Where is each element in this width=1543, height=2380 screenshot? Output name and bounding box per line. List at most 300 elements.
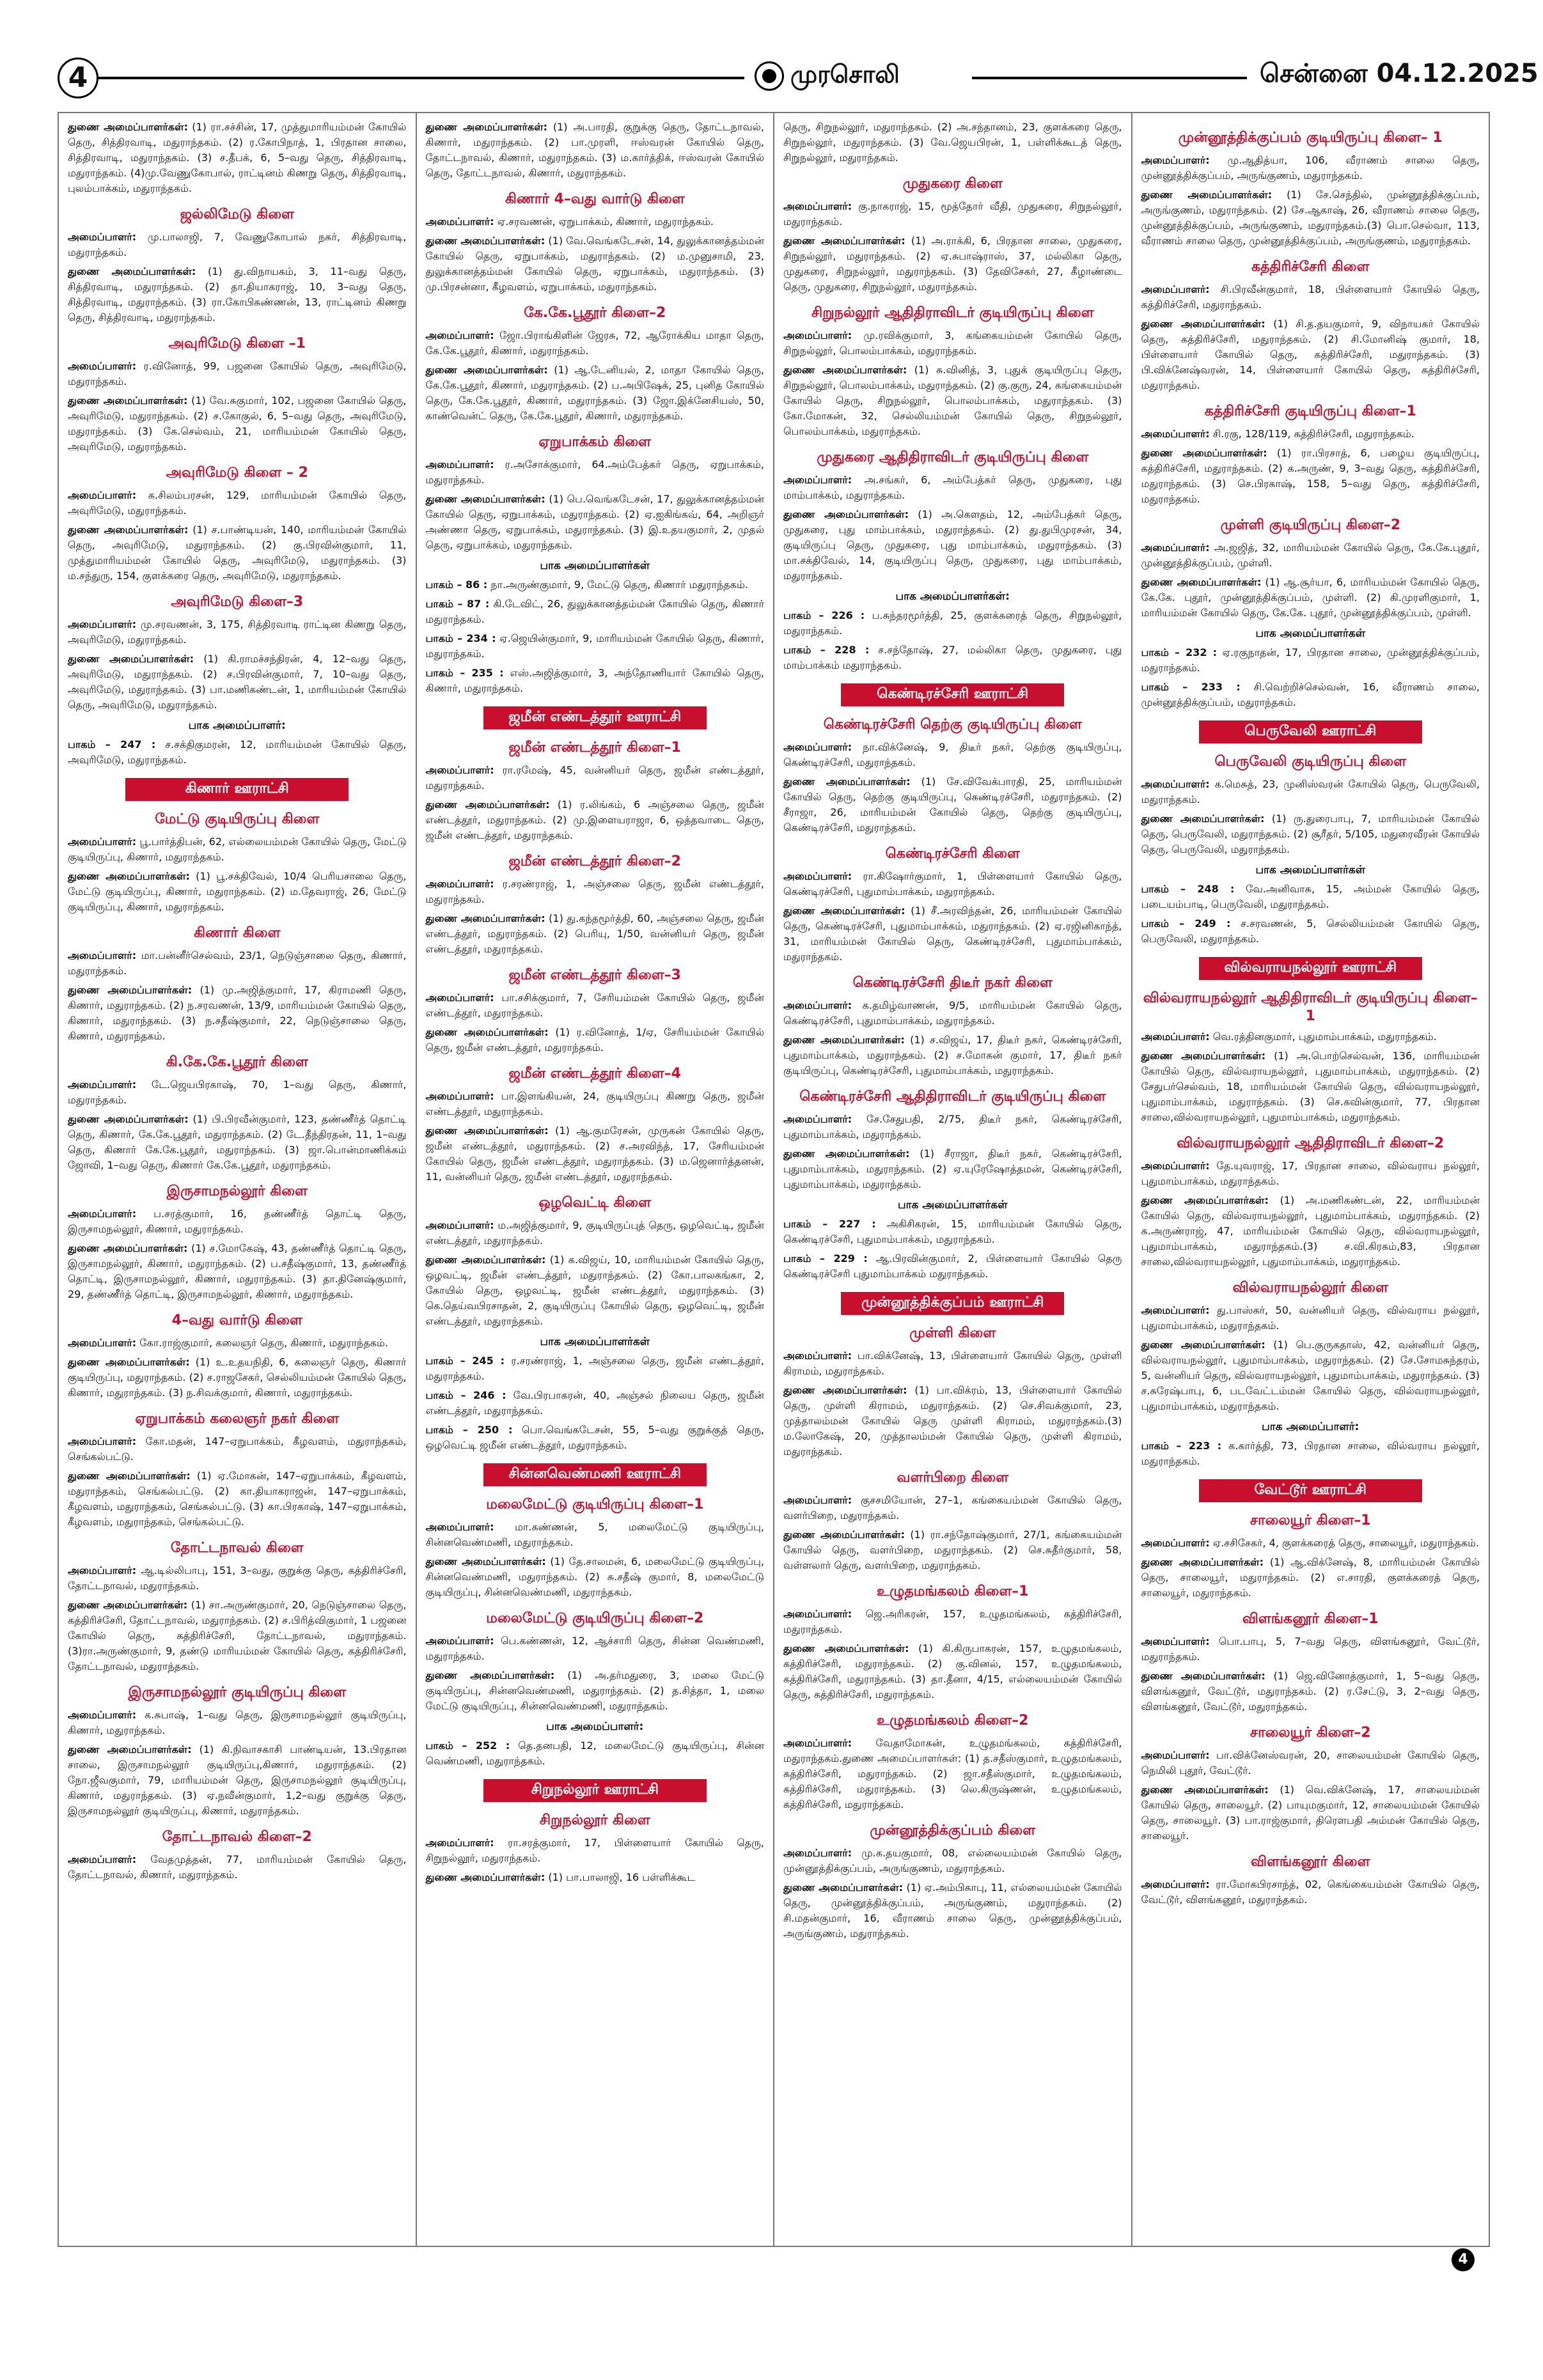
branch-heading: பெருவேலி குடியிருப்பு கிளை — [1214, 754, 1407, 770]
role-label: அமைப்பாளர்: — [783, 474, 852, 486]
panchayat-banner: சிறுநல்லூர் ஊராட்சி — [483, 1779, 707, 1802]
role-label: துணை அமைப்பாளர்கள்: — [1141, 1050, 1266, 1062]
organiser-paragraph: துணை அமைப்பாளர்கள்: (1) சே.விவேக்பாரதி, 25, மாரியம்மன் கோயில் தெரு, தெற்கு குடியிருப்பு, கெண்டிரச்சேரி, மதுராந்தகம். (2) சீராஜா, 26, மாரியம்மன் கோயில் தெரு, தெற்கு குடியிருப்பு, கெண்டிரச்சேரி, மதுராந்தகம். — [783, 775, 1122, 834]
organiser-paragraph: துணை அமைப்பாளர்கள்: (1) சி.த.தயகுமார், 9, விநாயகர் கோயில் தெரு, கத்திரிச்சேரி, மதுராந்தகம். (2) சி.மோனிஷ் குமார், 18, பிள்ளையார் கோயில் தெரு, கத்திரிச்சேரி, மதுராந்தகம். (3) பி.விக்னேஷ்வரன், 14, பிள்ளையார் கோயில் தெரு, கத்திரிச்சேரி, மதுராந்தகம். — [1141, 318, 1480, 391]
organiser-paragraph: பாகம் – 228 : ச.சந்தோஷ், 27, மல்லிகா தெரு, முதுகரை, புது மாம்பாக்கம் மதுராந்தகம். — [783, 644, 1122, 671]
branch-heading: மலைமேட்டு குடியிருப்பு கிளை–2 — [486, 1610, 704, 1626]
branch-heading: விளங்கனூர் கிளை–1 — [1242, 1611, 1379, 1627]
branch-heading: சிறுநல்லூர் கிளை — [539, 1812, 650, 1828]
organiser-paragraph: பாகம் – 229 : ஆ.பிரவின்குமார், 2, பிள்ளையார் கோயில் தெரு கெண்டிரச்சேரி புதுமாம்பாக்கம் மதுராந்தகம். — [783, 1252, 1122, 1280]
branch-heading: அவுரிமேடு கிளை –1 — [168, 336, 306, 352]
role-label: அமைப்பாளர்: — [425, 458, 494, 471]
organiser-paragraph: துணை அமைப்பாளர்கள்: (1) ர.வினோத், 1/ஏ, சேரியம்மன் கோயில் தெரு, ஜமீன் எண்டத்தூர், மதுராந்தகம். — [425, 1026, 765, 1054]
ward-organisers-subheading: பாக அமைப்பாளர்கள் — [1255, 627, 1366, 640]
branch-heading: ஜமீன் எண்டத்தூர் கிளை–2 — [508, 853, 681, 869]
role-label: அமைப்பாளர்: — [425, 215, 494, 228]
organiser-paragraph: அமைப்பாளர்: சி.ரகு, 128/119, கத்திரிச்சேரி, மதுராந்தகம். — [1141, 428, 1414, 440]
role-label: அமைப்பாளர்: — [68, 1853, 137, 1865]
role-label: அமைப்பாளர்: — [1141, 1749, 1210, 1761]
role-label: அமைப்பாளர்: — [1141, 428, 1210, 440]
role-label: துணை அமைப்பாளர்கள்: — [1141, 1194, 1269, 1206]
role-label: துணை அமைப்பாளர்கள்: — [68, 1113, 189, 1125]
role-label: துணை அமைப்பாளர்கள்: — [68, 1470, 191, 1482]
newspaper-brand — [755, 60, 900, 92]
role-label: அமைப்பாளர்: — [783, 870, 852, 882]
organiser-paragraph: அமைப்பாளர்: ரா.கிஷோர்குமார், 1, பிள்ளையார் கோயில் தெரு, கெண்டிரச்சேரி, புதுமாம்பாக்கம், மதுராந்தகம். — [783, 870, 1122, 898]
organiser-paragraph: துணை அமைப்பாளர்கள்: (1) வெ.விக்னேஷ், 17, சாலையம்மன் கோயில் தெரு, சாலையூர். (2) பாயுமகுமார், 12, சாலையம்மன் கோயில் தெரு, சாலையூர். (3) பா.ராஜ்குமார், திரௌபதி அம்மன் கோயில் தெரு, சாலையூர். — [1141, 1784, 1480, 1842]
branch-heading: கெண்டிரச்சேரி தெற்கு குடியிருப்பு கிளை — [823, 717, 1082, 733]
role-label: துணை அமைப்பாளர்கள்: — [68, 524, 189, 536]
branch-heading: முதுகரை கிளை — [902, 176, 1003, 192]
role-label: அமைப்பாளர்: — [68, 360, 137, 372]
organiser-paragraph: துணை அமைப்பாளர்கள்: (1) தே.சாலமன், 6, மலைமேட்டு குடியிருப்பு, சின்னவெண்மணி, மதுராந்தகம். (2) சு.சதீஷ் குமார், 8, மலைமேட்டு குடியிருப்பு, சின்னவெண்மணி, மதுராந்தகம். — [425, 1555, 764, 1598]
organiser-paragraph: துணை அமைப்பாளர்கள்: (1) ச.பாண்டியன், 140, மாரியம்மன் கோயில் தெரு, அவுரிமேடு, மதுராந்தகம். (2) கு.பிரவின்குமார், 11, முத்துமாரியம்மன் கோயில் தெரு, அவுரிமேடு, மதுராந்தகம். (3) ம.சந்துரு, 154, குளக்கரை தெரு, அவுரிமேடு, மதுராந்தகம். — [68, 524, 407, 582]
branch-heading: 4–வது வார்டு கிளை — [171, 1312, 302, 1328]
organiser-paragraph: அமைப்பாளர்: பா.சசிக்குமார், 7, சேரியம்மன் கோயில் தெரு, ஜமீன் எண்டத்தூர், மதுராந்தகம். — [425, 992, 764, 1019]
organiser-paragraph: துணை அமைப்பாளர்கள்: (1) ஆ.சூர்யா, 6, மாரியம்மன் கோயில் தெரு, கே.கே. புதூர், முன்னூத்திக்குப்பம், முள்ளி. (2) கி.முரளிகுமார், 1, மாரியம்மன் கோயில் தெரு, கே.கே. புதூர், முன்னூத்திக்குப்பம், முள்ளி. — [1141, 576, 1480, 619]
role-label: துணை அமைப்பாளர்கள்: — [425, 121, 548, 133]
role-label: துணை அமைப்பாளர்கள்: — [68, 1356, 190, 1368]
organiser-paragraph: துணை அமைப்பாளர்கள்: (1) து.விநாயகம், 3, 11–வது தெரு, சித்திரவாடி, மதுராந்தகம். (2) தா.தியாகராஜ், 10, 3–வது தெரு, சித்திரவாடி, மதுராந்தகம். (3) ரா.கோபிகண்ணன், 13, ராட்டினம் கிணறு தெரு, சித்திரவாடி, மதுராந்தகம். — [68, 265, 407, 323]
organiser-paragraph: துணை அமைப்பாளர்கள்: (1) அ.ராக்கி, 6, பிரதான சாலை, முதுகரை, சிறுநல்லூர், மதுராந்தகம். (2) ஏ.சுபாஷ்ராஸ், 37, மல்லிகா தெரு, முதுகரை, சிறுநல்லூர், மதுராந்தகம். (3) தேவிசேகர், 27, கீழாண்டை தெரு, முதுகரை, சிறுநல்லூர், மதுராந்தகம். — [783, 235, 1122, 293]
role-label: அமைப்பாளர்: — [68, 836, 137, 848]
branch-heading: ஒழவெட்டி கிளை — [538, 1195, 652, 1211]
role-label: துணை அமைப்பாளர்கள்: — [68, 1599, 188, 1611]
branch-heading: கத்திரிச்சேரி குடியிருப்பு கிளை–1 — [1204, 403, 1416, 419]
organiser-paragraph: பாகம் – 232 : ஏ.ரகுநாதன், 17, பிரதான சாலை, முன்னூத்திக்குப்பம், மதுராந்தகம். — [1141, 646, 1480, 674]
organiser-paragraph: பாகம் – 86 : நா.அருண்குமார், 9, மேட்டு தெரு, கிணார் மதுராந்தகம். — [425, 579, 748, 591]
role-label: துணை அமைப்பாளர்கள்: — [783, 235, 905, 247]
organiser-paragraph: துணை அமைப்பாளர்கள்: (1) ஏ.மோகன், 147–ஏறுபாக்கம், கீழவளம், மதுராந்தகம், செங்கல்பட்டு. (2) கா.தியாகராஜன், 147–ஏறுபாக்கம், கீழவளம், மதுராந்தகம், செங்கல்பட்டு. (3) கா.பிரகாஷ், 147–ஏறுபாக்கம், கீழவளம், மதுராந்தகம், செங்கல்பட்டு. — [68, 1470, 407, 1528]
role-label: அமைப்பாளர்: — [1141, 1878, 1210, 1890]
panchayat-banner: வில்வராயநல்லூர் ஊராட்சி — [1199, 957, 1422, 980]
role-label: அமைப்பாளர்: — [425, 764, 494, 776]
column-4 — [1132, 113, 1489, 2246]
role-label: பாகம் – 87 : — [425, 598, 490, 610]
role-label: துணை அமைப்பாளர்கள்: — [783, 1881, 904, 1894]
role-label: துணை அமைப்பாளர்கள்: — [425, 493, 545, 505]
organiser-paragraph: பாகம் – 234 : ஏ.ஜெயின்குமார், 9, மாரியம்மன் கோயில் தெரு, கிணார், மதுராந்தகம். — [425, 632, 764, 660]
branch-heading: கத்திரிச்சேரி கிளை — [1251, 259, 1370, 275]
role-label: அமைப்பாளர்: — [783, 200, 852, 212]
role-label: பாகம் – 248 : — [1141, 883, 1235, 895]
role-label: பாகம் – 235 : — [425, 667, 504, 679]
organiser-paragraph: அமைப்பாளர்: பா.விக்னேஸ்வரன், 20, சாலையம்மன் கோயில் தெரு, நெமிலி புதூர், வேட்டூர். — [1141, 1749, 1480, 1777]
role-label: துணை அமைப்பாளர்கள்: — [425, 798, 550, 811]
organiser-paragraph: துணை அமைப்பாளர்கள்: (1) கி.கிருபாகரன், 157, உழுதமங்கலம், கத்திரிச்சேரி, மதுராந்தகம். (2) கு.வினல், 157, உழுதமங்கலம், கத்திரிச்சேரி, மதுராந்தகம். (3) தா.தீனா, 4/15, எல்லையம்மன் கோயில் தெரு, கத்திரிச்சேரி, மதுராந்தகம். — [783, 1642, 1122, 1700]
branch-heading: வில்வராயநல்லூர் ஆதிதிராவிடர் குடியிருப்பு கிளை– 1 — [1143, 990, 1478, 1024]
organiser-paragraph: துணை அமைப்பாளர்கள்: (1) ச.மோகேஷ், 43, தண்ணீர்த் தொட்டி தெரு, இருசாமநல்லூர், கிணார், மதுராந்தகம். (2) ப.சதீஷ்குமார், 13, தண்ணீர்த் தொட்டி, இருசாமநல்லூர், கிணார், மதுராந்தகம். (3) தா.தினேஷ்குமார், 29, தண்ணீர்த் தொட்டி, இருசாமநல்லூர், கிணார், மதுராந்தகம். — [68, 1242, 407, 1300]
role-label: துணை அமைப்பாளர்கள்: — [68, 1242, 188, 1254]
panchayat-banner: பெருவேலி ஊராட்சி — [1199, 720, 1422, 743]
header-rule-right — [972, 77, 1247, 79]
organiser-paragraph: துணை அமைப்பாளர்கள்: (1) ஏ.அம்பிகாபு, 11, எல்லையம்மன் கோயில் தெரு, முன்னூத்திக்குப்பம், அருங்குணம், மதுராந்தகம். (2) சி.மதன்குமார், 16, வீராணம் சாலை தெரு, முன்னூத்திக்குப்பம், அருங்குணம், மதுராந்தகம். — [783, 1881, 1122, 1940]
role-label: துணை அமைப்பாளர்கள்: — [1141, 1339, 1265, 1351]
newspaper-name: முரசொலி — [790, 60, 900, 88]
role-label: அமைப்பாளர்: — [425, 1521, 494, 1533]
branch-heading: கெண்டிரச்சேரி ஆதிதிராவிடர் குடியிருப்பு கிளை — [799, 1089, 1106, 1105]
role-label: அமைப்பாளர்: — [1141, 1635, 1210, 1647]
role-label: அமைப்பாளர்: — [68, 1208, 137, 1220]
organiser-paragraph: துணை அமைப்பாளர்கள்: (1) து.கந்தமூர்த்தி, 60, அஞ்சலை தெரு, ஜமீன் எண்டத்தூர், மதுராந்தகம். (2) பெரியு, 1/50, வன்னியர் தெரு, ஜமீன் எண்டத்தூர், மதுராந்தகம். — [425, 912, 764, 955]
organiser-paragraph: துணை அமைப்பாளர்கள்: (1) அ.மணிகண்டன், 22, மாரியம்மன் கோயில் தெரு, வில்வராயநல்லூர், புதுமாம்பாக்கம், மதுராந்தகம். (2) க.அருண்ராஜ், 47, மாரியம்மன் கோயில் தெரு, வில்வராயநல்லூர், புதுமாம்பாக்கம், மதுராந்தகம்.(3) ச.வி.கிரகம்,83, பிரதான சாலை,வில்வராயநல்லூர், புதுமாம்பாக்கம், மதுராந்தகம். — [1141, 1194, 1480, 1268]
role-label: அமைப்பாளர்: — [68, 1078, 137, 1091]
role-label: துணை அமைப்பாளர்கள்: — [783, 905, 905, 917]
organiser-paragraph: அமைப்பாளர்: பெ.கண்ணன், 12, ஆச்சாரி தெரு, சின்ன வெண்மணி, மதுராந்தகம். — [425, 1635, 764, 1662]
organiser-paragraph: அமைப்பாளர்: து.பாஸ்கர், 50, வன்னியர் தெரு, வில்வராய நல்லூர், புதுமாம்பாக்கம், மதுராந்தகம். — [1141, 1304, 1480, 1332]
organiser-paragraph: அமைப்பாளர்: பூ.பார்த்திபன், 62, எல்லையம்மன் கோயில் தெரு, மேட்டு குடியிருப்பு, கிணார், மதுராந்தகம். — [68, 836, 407, 863]
organiser-paragraph: துணை அமைப்பாளர்கள்: (1) ரு.துரைபாபு, 7, மாரியம்மன் கோயில் தெரு, பெருவேலி, மதுராந்தகம். (2) சூரீதர், 5/105, மதுரைவீரன் கோயில் தெரு, பெருவேலி, மதுராந்தகம். — [1141, 813, 1480, 855]
branch-heading: ஜமீன் எண்டத்தூர் கிளை–3 — [508, 967, 681, 983]
organiser-paragraph: அமைப்பாளர்: சி.பிரவீன்குமார், 18, பிள்ளையார் கோயில் தெரு, கத்திரிச்சேரி, மதுராந்தகம். — [1141, 283, 1480, 311]
branch-heading: உழுதமங்கலம் கிளை–1 — [877, 1583, 1029, 1599]
ward-organisers-subheading: பாக அமைப்பாளர்: — [546, 1720, 644, 1733]
organiser-paragraph: அமைப்பாளர்: ர.அசோக்குமார், 64.அம்பேத்கர் தெரு, ஏறுபாக்கம், மதுராந்தகம். — [425, 458, 764, 486]
role-label: துணை அமைப்பாளர்கள்: — [68, 984, 192, 996]
role-label: துணை அமைப்பாளர்கள்: — [425, 1555, 546, 1567]
column-2 — [417, 113, 775, 2246]
masthead — [58, 56, 1539, 101]
role-label: பாகம் – 247 : — [68, 738, 156, 751]
organiser-paragraph: அமைப்பாளர்: மு.க.தயகுமார், 08, எல்லையம்மன் கோயில் தெரு, முன்னூத்திக்குப்பம், அருங்குணம், மதுராந்தகம். — [783, 1847, 1122, 1874]
organiser-paragraph: அமைப்பாளர்: அ.சங்கர், 6, அம்பேத்கர் தெரு, முதுகரை, புது மாம்பாக்கம், மதுராந்தகம். — [783, 474, 1122, 501]
ward-organisers-subheading: பாக அமைப்பாளர்கள் — [1255, 864, 1366, 876]
article-columns — [58, 112, 1490, 2247]
role-label: துணை அமைப்பாளர்கள்: — [425, 1871, 545, 1883]
role-label: அமைப்பாளர்: — [425, 1090, 494, 1102]
ward-organisers-subheading: பாக அமைப்பாளர்கள் — [540, 1335, 650, 1348]
role-label: துணை அமைப்பாளர்கள்: — [425, 1026, 549, 1038]
branch-heading: விளங்கனூர் கிளை — [1251, 1854, 1370, 1870]
organiser-paragraph: துணை அமைப்பாளர்கள்: (1) பூ.சக்திவேல், 10/4 பெரியசாலை தெரு, மேட்டு குடியிருப்பு, கிணார், மதுராந்தகம். (2) ம.தேவராஜ், 26, மேட்டு குடியிருப்பு, கிணார், மதுராந்தகம். — [68, 870, 407, 913]
role-label: அமைப்பாளர்: — [68, 489, 137, 501]
role-label: அமைப்பாளர்: — [1141, 154, 1210, 166]
organiser-paragraph: துணை அமைப்பாளர்கள்: (1) ஆ.விக்னேஷ், 8, மாரியம்மன் கோயில் தெரு, சாலையூர், மதுராந்தகம். (2) எ.சாரதி, குளக்கரைத் தெரு, சாலையூர், மதுராந்தகம். — [1141, 1556, 1480, 1599]
organiser-paragraph: துணை அமைப்பாளர்கள்: (1) வே.வெங்கடேசன், 14, துலுக்கானத்தம்மன் கோயில் தெரு, ஏறுபாக்கம், மதுராந்தகம். (2) ம.முனுசாமி, 23, துலுக்கானத்தம்மன் கோயில் தெரு, ஏறுபாக்கம், மதுராந்தகம். (3) மு.பிரசன்னா, கீழவளம், ஏறுபாக்கம், மதுராந்தகம். — [425, 235, 765, 293]
organiser-paragraph: துணை அமைப்பாளர்கள்: (1) ர.லிங்கம், 6 அஞ்சலை தெரு, ஜமீன் எண்டத்தூர், மதுராந்தகம். (2) மு.இளையராஜா, 6, ஒத்தவாடை தெரு, ஜமீன் எண்டத்தூர், மதுராந்தகம். — [425, 798, 765, 841]
branch-heading: வளர்பிறை கிளை — [897, 1470, 1009, 1486]
role-label: துணை அமைப்பாளர்கள்: — [425, 1669, 555, 1681]
role-label: அமைப்பாளர்: — [783, 1113, 852, 1125]
branch-heading: ஏறுபாக்கம் கிளை — [538, 434, 652, 450]
organiser-paragraph: அமைப்பாளர்: பா.விக்னேஷ், 13, பிள்ளையார் கோயில் தெரு, முள்ளி கிராமம், மதுராந்தகம். — [783, 1349, 1122, 1377]
organiser-paragraph: அமைப்பாளர்: பா.இளங்கியன், 24, குடியிருப்பு கிணறு தெரு, ஜமீன் எண்டத்தூர், மதுராந்தகம். — [425, 1090, 764, 1117]
panchayat-banner: கிணார் ஊராட்சி — [125, 778, 349, 801]
branch-heading: சிறுநல்லூர் ஆதிதிராவிடர் குடியிருப்பு கிளை — [811, 305, 1094, 321]
role-label: பாகம் – 249 : — [1141, 917, 1231, 929]
branch-heading: ஜமீன் எண்டத்தூர் கிளை–4 — [508, 1066, 681, 1082]
ward-organisers-subheading: பாக அமைப்பாளர்: — [188, 719, 286, 732]
role-label: அமைப்பாளர்: — [1141, 778, 1210, 790]
organiser-paragraph: துணை அமைப்பாளர்கள்: (1) உ.உதயநிதி, 6, கலைஞர் தெரு, கிணார் குடியிருப்பு, மதுராந்தகம். (2) ச.ராஜசேகர், செல்லியம்மன் கோயில் தெரு, கிணார், மதுராந்தகம். (3) ந.சிவக்குமார், கிணார், மதுராந்தகம். — [68, 1356, 407, 1399]
role-label: அமைப்பாளர்: — [783, 1494, 852, 1506]
branch-heading: கெண்டிரச்சேரி கிளை — [885, 846, 1020, 862]
organiser-paragraph: அமைப்பாளர்: ர.வினோத், 99, பஜனை கோயில் தெரு, அவுரிமேடு, மதுராந்தகம். — [68, 360, 407, 387]
organiser-paragraph: அமைப்பாளர்: க.மெசுத், 23, முனிஸ்வரன் கோயில் தெரு, பெருவேலி, மதுராந்தகம். — [1141, 778, 1480, 805]
organiser-paragraph: பாகம் – 252 : தெ.தனபதி, 12, மலைமேட்டு குடியிருப்பு, சின்ன வெண்மணி, மதுராந்தகம். — [425, 1739, 764, 1767]
organiser-paragraph: அமைப்பாளர்: ஏ.சசிசேகர், 4, குளக்கரைத் தெரு, சாலையூர், மதுராந்தகம். — [1141, 1537, 1480, 1549]
organiser-paragraph: பாகம் – 233 : சி.வெற்றிச்செல்வன், 16, வீராணம் சாலை, முன்னூத்திக்குப்பம், மதுராந்தகம். — [1141, 681, 1480, 708]
panchayat-banner: கெண்டிரச்சேரி ஊராட்சி — [841, 683, 1064, 706]
role-label: அமைப்பாளர்: — [425, 992, 494, 1004]
role-label: துணை அமைப்பாளர்கள்: — [68, 870, 190, 882]
organiser-paragraph: அமைப்பாளர்: ரா.மோகபிரசாந்த், 02, கெங்கையம்மன் கோயில் தெரு, வேட்டூர், விளங்கனூர், மதுராந்தகம். — [1141, 1878, 1480, 1906]
role-label: துணை அமைப்பாளர்கள்: — [1141, 1784, 1269, 1796]
organiser-paragraph: துணை அமைப்பாளர்கள்: (1) சு.வினித், 3, புதுக் குடியிருப்பு தெரு, சிறுநல்லூர், பொலம்பாக்கம், மதுராந்தகம். (2) கு.குரு, 24, கங்கையம்மன் கோயில் தெரு, சிறுநல்லூர், பொலம்பாக்கம், மதுராந்தகம். (3) கோ.மோகன், 32, செல்லியம்மன் கோயில் தெரு, சிறுநல்லூர், பொலம்பாக்கம், மதுராந்தகம். — [783, 364, 1122, 437]
branch-heading: ஏறுபாக்கம் கலைஞர் நகர் கிளை — [135, 1411, 340, 1427]
role-label: பாகம் – 229 : — [783, 1252, 868, 1264]
role-label: அமைப்பாளர்: — [783, 329, 852, 341]
branch-heading: இருசாமநல்லூர் குடியிருப்பு கிளை — [128, 1684, 347, 1700]
organiser-paragraph: துணை அமைப்பாளர்கள்: (1) சீராஜா, திடீர் நகர், கெண்டிரச்சேரி, புதுமாம்பாக்கம், மதுராந்தகம். (2) ஏ.யுரேஷோத்தமன், கெண்டிரச்சேரி, புதுமாம்பாக்கம், மதுராந்தகம். — [783, 1147, 1122, 1190]
organiser-paragraph: துணை அமைப்பாளர்கள்: (1) சா.அருண்குமார், 20, நெடுஞ்சாலை தெரு, கத்திரிச்சேரி, தோட்டநாவல், மதுராந்தகம். (2) ச.பிரித்விகுமார், 1 பஜனை கோயில் தெரு, கத்திரிச்சேரி, தோட்டநாவல், மதுராந்தகம். (3)ரா.அருண்குமார், 9, தண்டு மாரியம்மன் கோயில் தெரு, கத்திரிச்சேரி, தோட்டநாவல், மதுராந்தகம். — [68, 1599, 407, 1672]
branch-heading: மேட்டு குடியிருப்பு கிளை — [155, 811, 320, 827]
role-label: துணை அமைப்பாளர்கள்: — [68, 121, 188, 133]
organiser-paragraph: அமைப்பாளர்: அ.ஜஜித், 32, மாரியம்மன் கோயில் தெரு, கே.கே.புதூர், முன்னூத்திக்குப்பம், முள்ளி. — [1141, 541, 1480, 569]
role-label: அமைப்பாளர்: — [68, 1435, 137, 1447]
branch-heading: வில்வராயநல்லூர் ஆதிதிராவிடர் கிளை–2 — [1177, 1135, 1445, 1151]
organiser-paragraph: துணை அமைப்பாளர்கள்: (1) ரா.பிரசாத், 6, பழைய குடியிருப்பு, கத்திரிச்சேரி, மதுராந்தகம். (2) க.அருண், 9, 3–வது தெரு, கத்திரிச்சேரி, மதுராந்தகம். (3) செ.பிரகாஷ், 158, 5–வது தெரு, கத்திரிச்சேரி, மதுராந்தகம். — [1141, 447, 1480, 505]
organiser-paragraph: துணை அமைப்பாளர்கள்: (1) அ.தர்மதுரை, 3, மலை மேட்டு குடியிருப்பு, சின்னவெண்மணி, மதுராந்தகம். (2) த.சித்தா, 1, மலை மேட்டு குடியிருப்பு, சின்னவெண்மணி, மதுராந்தகம். — [425, 1669, 765, 1712]
role-label: துணை அமைப்பாளர்கள்: — [783, 508, 909, 520]
organiser-paragraph: அமைப்பாளர்: கோ.ராஜ்குமார், கலைஞர் தெரு, கிணார், மதுராந்தகம். — [68, 1337, 388, 1349]
organiser-paragraph: துணை அமைப்பாளர்கள்: (1) பி.பிரவீன்குமார், 123, தண்ணீர்த் தொட்டி தெரு, கிணார், கே.கே.பூதூர், மதுராந்தகம். (2) டே.தீந்திரதன், 11, 1–வது தெரு, கிணார் கே.கே.பூதூர், மதுராந்தகம். (3) ஜா.பொன்மாணிக்கம் ஜோவி, 1–வது தெரு, கிணார் கே.கே.பூதூர், மதுராந்தகம். — [68, 1113, 407, 1171]
organiser-paragraph: துணை அமைப்பாளர்கள்: (1) வே.சுகுமார், 102, பஜனை கோயில் தெரு, அவுரிமேடு, மதுராந்தகம். (2) ச.கோகுல், 6, 5–வது தெரு, அவுரிமேடு, மதுராந்தகம். (3) கே.செல்வம், 21, மாரியம்மன் கோயில் தெரு, அவுரிமேடு, மதுராந்தகம். — [68, 394, 407, 453]
branch-heading: முள்ளி குடியிருப்பு கிளை–2 — [1220, 517, 1401, 533]
role-label: பாகம் – 227 : — [783, 1218, 876, 1230]
organiser-paragraph: துணை அமைப்பாளர்கள்: (1) கி.நிவாசகாசி பாண்டியன், 13.பிரதான சாலை, இருசாமநல்லூர் குடியிருப்பு,கிணார், மதுராந்தகம். (2) நோ.ஜீவகுமார், 79, மாரியம்மன் தெரு, இருசாமநல்லூர் குடியிருப்பு, கிணார், மதுராந்தகம். (3) ஏ.நவீன்குமார், 1,2–வது குறுக்கு தெரு, இருசாமநல்லூர் குடியிருப்பு, கிணார், மதுராந்தகம். — [68, 1743, 407, 1817]
newspaper-logo-icon — [755, 61, 784, 91]
organiser-paragraph: அமைப்பாளர்: க.சுபாஷ், 1–வது தெரு, இருசாமநல்லூர் குடியிருப்பு, கிணார், மதுராந்தகம். — [68, 1709, 407, 1736]
organiser-paragraph: அமைப்பாளர்: கு.நாகராஜ், 15, மூத்தோர் வீதி, முதுகரை, சிறுநல்லூர், மதுராந்தகம். — [783, 200, 1122, 228]
organiser-paragraph: துணை அமைப்பாளர்கள்: (1) ஜெ.வினோத்குமார், 1, 5–வது தெரு, விளங்கனூர், வேட்டூர், மதுராந்தகம். (2) ர.சேட்டு, 3, 2–வது தெரு, விளங்கனூர், வேட்டூர், மதுராந்தகம். — [1141, 1670, 1480, 1713]
role-label: அமைப்பாளர்: — [1141, 283, 1210, 295]
ward-organisers-subheading: பாக அமைப்பாளர்: — [1262, 1420, 1359, 1433]
role-label: அமைப்பாளர்: — [68, 618, 137, 630]
panchayat-banner: முன்னூத்திக்குப்பம் ஊராட்சி — [841, 1292, 1064, 1315]
page-number-badge: 4 — [58, 58, 98, 98]
organiser-paragraph: துணை அமைப்பாளர்கள்: (1) ரா.சந்தோஷ்குமார், 27/1, கங்கையம்மன் கோயில் தெரு, வளர்பிறை, மதுராந்தகம். (2) செ.சுதீர்குமார், 58, வள்ளலார் தெரு, வளர்பிறை, மதுராந்தகம். — [783, 1528, 1122, 1571]
role-label: அமைப்பாளர்: — [783, 741, 852, 753]
organiser-paragraph: அமைப்பாளர்: குசசமியோன், 27–1, கங்கையம்மன் கோயில் தெரு, வளர்பிறை, மதுராந்தகம். — [783, 1494, 1122, 1521]
role-label: அமைப்பாளர்: — [1141, 541, 1210, 554]
organiser-paragraph: துணை அமைப்பாளர்கள்: (1) பெ.வெங்கடேசன், 17, துலுக்கானத்தம்மன் கோயில் தெரு, ஏறுபாக்கம், மதுராந்தகம். (2) ஏ.ஐகிங்கவ், 64, அறிஞர் அண்ணா தெரு, ஏறுபாக்கம், மதுராந்தகம். (3) இ.உதயகுமார், 2, முதல் தெரு, ஏறுபாக்கம், மதுராந்தகம். — [425, 493, 765, 551]
organiser-paragraph: அமைப்பாளர்: ர.சரண்ராஜ், 1, அஞ்சலை தெரு, ஜமீன் எண்டத்தூர், மதுராந்தகம். — [425, 878, 764, 905]
organiser-paragraph: அமைப்பாளர்: ரா.சரத்குமார், 17, பிள்ளையார் கோயில் தெரு, சிறுநல்லூர், மதுராந்தகம். — [425, 1837, 764, 1864]
role-label: பாகம் – 232 : — [1141, 646, 1217, 658]
role-label: துணை அமைப்பாளர்கள்: — [783, 1384, 907, 1396]
role-label: அமைப்பாளர்: — [68, 1337, 137, 1349]
organiser-paragraph: துணை அமைப்பாளர்கள்: (1) பெ.குருகதாஸ், 42, வன்னியர் தெரு, வில்வராயநல்லூர், புதுமாம்பாக்கம், மதுராந்தகம். (2) சே.சோமசுந்தரம், 5, வன்னியர் தெரு, வில்வராயநல்லூர், புதுமாம்பாக்கம், மதுராந்தகம். (3) ச.சுரேஷ்பாபு, 6, படவேட்டம்மன் கோயில் தெரு, வில்வராயநல்லூர், புதுமாம்பாக்கம், மதுராந்தகம். — [1141, 1339, 1480, 1412]
role-label: பாகம் – 86 : — [425, 579, 488, 591]
organiser-paragraph: அமைப்பாளர்: மு.ரவிக்குமார், 3, கங்கையம்மன் கோயில் தெரு, சிறுநல்லூர், பொலம்பாக்கம், மதுராந்தகம். — [783, 329, 1122, 357]
role-label: பாகம் – 226 : — [783, 609, 865, 621]
role-label: அமைப்பாளர்: — [783, 1608, 852, 1620]
role-label: துணை அமைப்பாளர்கள்: — [425, 235, 545, 247]
role-label: பாகம் – 252 : — [425, 1739, 510, 1752]
organiser-paragraph: பாகம் – 227 : அகிசிகரன், 15, மாரியம்மன் கோயில் தெரு, கெண்டிரச்சேரி, புதுமாம்பாக்கம், மதுராந்தகம். — [783, 1218, 1122, 1245]
branch-heading: முன்னூத்திக்குப்பம் குடியிருப்பு கிளை– 1 — [1178, 130, 1443, 146]
role-label: அமைப்பாளர்: — [425, 1837, 494, 1849]
organiser-paragraph: பாகம் – 249 : ச.சரவணன், 5, செல்லியம்மன் கோயில் தெரு, பெருவேலி, மதுராந்தகம். — [1141, 917, 1480, 945]
role-label: துணை அமைப்பாளர்கள்: — [783, 1147, 910, 1160]
branch-heading: ஜல்லிமேடு கிளை — [180, 206, 294, 222]
column-3 — [774, 113, 1132, 2246]
organiser-paragraph: துணை அமைப்பாளர்கள்: (1) ச.விஜய், 17, திடீர் நகர், கெண்டிரச்சேரி, புதுமாம்பாக்கம், மதுராந்தகம். (2) ச.மோகன் குமார், 17, திடீர் நகர் குடியிருப்பு, கெண்டிரச்சேரி, புதுமாம்பாக்கம், மதுராந்தகம். — [783, 1034, 1122, 1077]
dateline: சென்னை 04.12.2025 — [1260, 59, 1539, 88]
organiser-paragraph: துணை அமைப்பாளர்கள்: (1) ரா.சச்சின், 17, முத்துமாரியம்மன் கோயில் தெரு, சித்திரவாடி, மதுராந்தகம். (2) ர.கோபிநாத், 1, பிரதான சாலை, சித்திரவாடி, மதுராந்தகம். (3) ச.தீபக், 6, 5–வது தெரு, சித்திரவாடி, மதுராந்தகம். (4)மு.வேணுகோபால், ராட்டினம் கிணறு தெரு, சித்திரவாடி, புலம்பாக்கம், மதுராந்தகம். — [68, 121, 407, 194]
role-label: பாகம் – 245 : — [425, 1355, 505, 1367]
organiser-paragraph: அமைப்பாளர்: வேதாமோகன், உழுதமங்கலம், கத்திரிச்சேரி, மதுராந்தகம்.துணை அமைப்பாளர்கள்: (1) த.சதீஸ்குமார், உழுதமங்கலம், கத்திரிச்சேரி, மதுராந்தகம். (2) ஜா.சதீஸ்குமார், உழுதமங்கலம், கத்திரிச்சேரி, மதுராந்தகம். (3) லெ.கிருஷ்ணன், உழுதமங்கலம், கத்திரிச்சேரி, மதுராந்தகம். — [783, 1737, 1122, 1810]
role-label: அமைப்பாளர்: — [68, 949, 137, 961]
branch-heading: கிணார் கிளை — [194, 925, 281, 941]
organiser-paragraph: அமைப்பாளர்: வேதமுத்தன், 77, மாரியம்மன் கோயில் தெரு, தோட்டநாவல், கிணார், மதுராந்தகம். — [68, 1853, 407, 1881]
branch-heading: கிணார் 4–வது வார்டு கிளை — [505, 191, 685, 207]
role-label: பாகம் – 246 : — [425, 1389, 506, 1401]
role-label: துணை அமைப்பாளர்கள்: — [1141, 1670, 1265, 1682]
role-label: அமைப்பாளர்: — [68, 1709, 137, 1721]
branch-heading: கி.கே.கே.பூதூர் கிளை — [166, 1054, 308, 1070]
role-label: துணை அமைப்பாளர்கள்: — [1141, 318, 1265, 330]
role-label: துணை அமைப்பாளர்கள்: — [1141, 576, 1262, 588]
organiser-paragraph: அமைப்பாளர்: பொ.பாபு, 5, 7–வது தெரு, விளங்கனூர், வேட்டூர், மதுராந்தகம். — [1141, 1635, 1480, 1663]
branch-heading: கே.கே.பூதூர் கிளை–2 — [524, 305, 666, 321]
role-label: துணை அமைப்பாளர்கள்: — [783, 1528, 905, 1541]
organiser-paragraph: துணை அமைப்பாளர்கள்: (1) மு.அஜித்குமார், 17, கிராமணி தெரு, கிணார், மதுராந்தகம். (2) ந.சரவணன், 13/9, மாரியம்மன் கோயில் தெரு, கிணார், மதுராந்தகம். (3) ந.சதீஷ்குமார், 22, நெடுஞ்சாலை தெரு, கிணார், மதுராந்தகம். — [68, 984, 407, 1042]
role-label: துணை அமைப்பாளர்கள்: — [425, 1124, 549, 1137]
organiser-paragraph: தெரு, சிறுநல்லூர், மதுராந்தகம். (2) அ.சந்தானம், 23, குளக்கரை தெரு, சிறுநல்லூர், மதுராந்தகம். (3) வே.ஜெயபிரன், 1, பள்ளிக்கூடத் தெரு, சிறுநல்லூர், மதுராந்தகம். — [783, 121, 1122, 164]
role-label: அமைப்பாளர்: — [783, 1737, 852, 1749]
organiser-paragraph: அமைப்பாளர்: ஆ.டில்லிபாபு, 151, 3–வது, குறுக்கு தெரு, கத்திரிச்சேரி, தோட்டநாவல், மதுராந்தகம். — [68, 1564, 407, 1592]
role-label: பாகம் – 234 : — [425, 632, 496, 644]
organiser-paragraph: துணை அமைப்பாளர்கள்: (1) ஆ.குமரேசன், முருகன் கோயில் தெரு, ஜமீன் எண்டத்தூர், மதுராந்தகம். (2) ச.அரவிந்த், 17, சேரியம்மன் கோயில் தெரு, ஜமீன் எண்டத்தூர், மதுராந்தகம். (3) ம.ஜெனார்த்தனன், 11, வன்னியர் தெரு, ஜமீன் எண்டத்தூர், மதுராந்தகம். — [425, 1124, 764, 1183]
role-label: துணை அமைப்பாளர்கள்: — [425, 364, 548, 376]
branch-heading: மலைமேட்டு குடியிருப்பு கிளை–1 — [486, 1497, 704, 1513]
organiser-paragraph: அமைப்பாளர்: மு.ஆதித்யா, 106, வீராணம் சாலை தெரு, முன்னூத்திக்குப்பம், அருங்குணம், மதுராந்தகம். — [1141, 154, 1480, 182]
role-label: துணை அமைப்பாளர்கள்: — [783, 1642, 909, 1654]
organiser-paragraph: அமைப்பாளர்: நா.விக்னேஷ், 9, திடீர் நகர், தெற்கு குடியிருப்பு, கெண்டிரச்சேரி, மதுராந்தகம். — [783, 741, 1122, 768]
organiser-paragraph: அமைப்பாளர்: ஏ.சரவணன், ஏறுபாக்கம், கிணார், மதுராந்தகம். — [425, 215, 714, 228]
column-1 — [59, 113, 417, 2246]
branch-heading: சாலையூர் கிளை–1 — [1249, 1513, 1371, 1528]
organiser-paragraph: அமைப்பாளர்: கோ.மதன், 147–ஏறுபாக்கம், கீழவளம், மதுராந்தகம், செங்கல்பட்டு. — [68, 1435, 407, 1463]
organiser-paragraph: துணை அமைப்பாளர்கள்: (1) பா.பாலாஜி, 16 பள்ளிக்கூட — [425, 1871, 696, 1883]
role-label: அமைப்பாளர்: — [783, 1847, 852, 1859]
organiser-paragraph: அமைப்பாளர்: ஜெ.அரிகரன், 157, உழுதமங்கலம், கத்திரிச்சேரி, மதுராந்தகம். — [783, 1608, 1122, 1635]
organiser-paragraph: அமைப்பாளர்: மா.பன்னீர்செல்வம், 23/1, நெடுஞ்சாலை தெரு, கிணார், மதுராந்தகம். — [68, 949, 407, 977]
footer-page-number: 4 — [1452, 2248, 1475, 2271]
branch-heading: சாலையூர் கிளை–2 — [1249, 1725, 1371, 1741]
role-label: துணை அமைப்பாளர்கள்: — [68, 394, 188, 407]
organiser-paragraph: பாகம் – 246 : வே.பிரபாகரன், 40, அஞ்சல் நிலைய தெரு, ஜமீன் எண்டத்தூர், மதுராந்தகம். — [425, 1389, 765, 1417]
organiser-paragraph: அமைப்பாளர்: மா.கண்ணன், 5, மலைமேட்டு குடியிருப்பு, சின்னவெண்மணி, மதுராந்தகம். — [425, 1521, 764, 1548]
organiser-paragraph: பாகம் – 247 : ச.சக்திகுமரன், 12, மாரியம்மன் கோயில் தெரு, அவுரிமேடு, மதுராந்தகம். — [68, 738, 407, 766]
organiser-paragraph: துணை அமைப்பாளர்கள்: (1) க.விஜய், 10, மாரியம்மன் கோயில் தெரு, ஒழவட்டி, ஜமீன் எண்டத்தூர், மதுராந்தகம். (2) கோ.பாலகங்கா, 2, கோயில் தெரு, ஒழவட்டி, ஜமீன் எண்டத்தூர், மதுராந்தகம். (3) கெ.தெய்வபிரசாதன், 2, குடியிருப்பு கோயில் தெரு, ஒழவெட்டி, ஜமீன் எண்டத்தூர், மதுராந்தகம். — [425, 1254, 765, 1327]
branch-heading: முள்ளி கிளை — [909, 1325, 996, 1341]
role-label: துணை அமைப்பாளர்கள்: — [783, 775, 911, 788]
role-label: அமைப்பாளர்: — [425, 329, 494, 341]
role-label: துணை அமைப்பாளர்கள்: — [783, 364, 907, 376]
branch-heading: முன்னூத்திக்குப்பம் கிளை — [870, 1823, 1036, 1839]
role-label: துணை அமைப்பாளர்கள்: — [1141, 1556, 1264, 1568]
organiser-paragraph: பாகம் – 235 : எஸ்.அஜித்குமார், 3, அந்தோணியார் கோயில் தெரு, கிணார், மதுராந்தகம். — [425, 667, 764, 694]
organiser-paragraph: துணை அமைப்பாளர்கள்: (1) அ.பாரதி, குறுக்கு தெரு, தோட்டநாவல், கிணார், மதுராந்தகம். (2) பா.முரளி, ஈஸ்வரன் கோயில் தெரு, தோட்டநாவல், கிணார், மதுராந்தகம். (3) ம.கார்த்திக், ஈஸ்வரன் கோயில் தெரு, தோட்டநாவல், கிணார், மதுராந்தகம். — [425, 121, 765, 179]
role-label: துணை அமைப்பாளர்கள்: — [68, 653, 194, 665]
role-label: அமைப்பாளர்: — [425, 1635, 494, 1647]
role-label: துணை அமைப்பாளர்கள்: — [68, 265, 196, 277]
branch-heading: இருசாமநல்லூர் கிளை — [166, 1183, 308, 1199]
role-label: துணை அமைப்பாளர்கள்: — [1141, 189, 1273, 201]
role-label: அமைப்பாளர்: — [425, 878, 494, 890]
ward-organisers-subheading: பாக அமைப்பாளர்கள் — [540, 559, 650, 572]
organiser-paragraph: துணை அமைப்பாளர்கள்: (1) சே.செந்தில், முன்னூத்திக்குப்பம், அருங்குணம், மதுராந்தகம். (2) சே.ஆகாஷ், 26, வீராணம் சாலை தெரு, முன்னூத்திக்குப்பம், அருங்குணம், மதுராந்தகம்.(3) பொ.செல்வா, 113, வீராணம் சாலை தெரு, முன்னூத்திக்குப்பம், அருங்குணம், மதுராந்தகம். — [1141, 189, 1480, 247]
organiser-paragraph: அமைப்பாளர்: மு.சரவணன், 3, 175, சித்திரவாடி ராட்டின கிணறு தெரு, அவுரிமேடு, மதுராந்தகம். — [68, 618, 407, 646]
role-label: அமைப்பாளர்: — [1141, 1537, 1210, 1549]
panchayat-banner: ஜமீன் எண்டத்தூர் ஊராட்சி — [483, 706, 707, 729]
branch-heading: தோட்டநாவல் கிளை–2 — [162, 1829, 312, 1845]
role-label: துணை அமைப்பாளர்கள்: — [783, 1034, 905, 1046]
organiser-paragraph: துணை அமைப்பாளர்கள்: (1) சீ.அரவிந்தன், 26, மாரியம்மன் கோயில் தெரு, கெண்டிரச்சேரி, புதுமாம்பாக்கம், மதுராந்தகம். (2) ஏ.ரஜினிகாந்த், 31, மாரியம்மன் கோயில் தெரு, கெண்டிரச்சேரி, புதுமாம்பாக்கம், மதுராந்தகம். — [783, 905, 1122, 963]
branch-heading: கெண்டிரச்சேரி திடீர் நகர் கிளை — [852, 975, 1053, 991]
organiser-paragraph: பாகம் – 248 : வே.அனிவாசு, 15, அம்மன் கோயில் தெரு, படையம்பாடி, பெருவேலி, மதுராந்தகம். — [1141, 883, 1480, 910]
organiser-paragraph: அமைப்பாளர்: வெ.ரத்தினகுமார், புதுமாம்பாக்கம், மதுராந்தகம். — [1141, 1031, 1437, 1043]
organiser-paragraph: அமைப்பாளர்: சே.சேதுபதி, 2/75, திடீர் நகர், கெண்டிரச்சேரி, புதுமாம்பாக்கம், மதுராந்தகம். — [783, 1113, 1122, 1140]
branch-heading: அவுரிமேடு கிளை – 2 — [166, 465, 308, 481]
branch-heading: உழுதமங்கலம் கிளை–2 — [877, 1713, 1029, 1729]
organiser-paragraph: அமைப்பாளர்: ப.சரத்குமார், 16, தண்ணீர்த் தொட்டி தெரு, இருசாமநல்லூர், கிணார், மதுராந்தகம். — [68, 1208, 407, 1235]
organiser-paragraph: அமைப்பாளர்: ரா.ரமேஷ், 45, வன்னியர் தெரு, ஜமீன் எண்டத்தூர், மதுராந்தகம். — [425, 764, 764, 791]
organiser-paragraph: அமைப்பாளர்: மு.பாலாஜி, 7, வேணுகோபால் நகர், சித்திரவாடி, மதுராந்தகம். — [68, 231, 407, 258]
role-label: அமைப்பாளர்: — [1141, 1031, 1210, 1043]
organiser-paragraph: அமைப்பாளர்: க.தமிழ்வாணன், 9/5, மாரியம்மன் கோயில் தெரு, கெண்டிரச்சேரி, புதுமாம்பாக்கம், மதுராந்தகம். — [783, 999, 1122, 1027]
ward-organisers-subheading: பாக அமைப்பாளர்கள்: — [895, 590, 1010, 603]
role-label: துணை அமைப்பாளர்கள்: — [1141, 813, 1265, 825]
role-label: துணை அமைப்பாளர்கள்: — [425, 1254, 546, 1266]
branch-heading: ஜமீன் எண்டத்தூர் கிளை–1 — [508, 740, 681, 756]
role-label: துணை அமைப்பாளர்கள்: — [1141, 447, 1267, 459]
branch-heading: அவுரிமேடு கிளை–3 — [171, 594, 304, 610]
organiser-paragraph: துணை அமைப்பாளர்கள்: (1) பா.விக்ரம், 13, பிள்ளையார் கோயில் தெரு, முள்ளி கிராமம், மதுராந்தகம். (2) செ.சிவக்குமார், 23, முத்தாலம்மன் கோயில் தெரு முள்ளி கிராமம், மதுராந்தகம்.(3) ம.லோகேஷ், 20, முத்தாலம்மன் கோயில் தெரு, முள்ளி கிராமம், மதுராந்தகம். — [783, 1384, 1122, 1458]
ward-organisers-subheading: பாக அமைப்பாளர்கள் — [897, 1199, 1008, 1211]
role-label: அமைப்பாளர்: — [425, 1219, 494, 1231]
organiser-paragraph: பாகம் – 245 : ர.சரண்ராஜ், 1, அஞ்சலை தெரு, ஜமீன் எண்டத்தூர், மதுராந்தகம். — [425, 1355, 765, 1382]
role-label: துணை அமைப்பாளர்கள்: — [425, 912, 545, 924]
panchayat-banner: சின்னவெண்மணி ஊராட்சி — [483, 1463, 707, 1486]
organiser-paragraph: அமைப்பாளர்: ஜோ.பிராங்கிளின் ஜேரசு, 72, ஆரோக்கிய மாதா தெரு, கே.கே.பூதூர், கிணார், மதுராந்தகம். — [425, 329, 764, 357]
organiser-paragraph: பாகம் – 87 : கி.டேவிட், 26, துலுக்கானத்தம்மன் கோயில் தெரு, கிணார் மதுராந்தகம். — [425, 598, 765, 625]
organiser-paragraph: துணை அமைப்பாளர்கள்: (1) அ.பொற்செல்வன், 136, மாரியம்மன் கோயில் தெரு, வில்வராயநல்லூர், புதுமாம்பாக்கம், மதுராந்தகம். (2) சேதுபர்செல்வம், 18, மாரியம்மன் கோயில் தெரு, வில்வராயநல்லூர், புதுமாம்பாக்கம், மதுராந்தகம். (3) செ.கவின்குமார், 77, பிரதான சாலை,வில்வராயநல்லூர், புதுமாம்பாக்கம், மதுராந்தகம். — [1141, 1050, 1480, 1123]
role-label: பாகம் – 223 : — [1141, 1440, 1222, 1452]
organiser-paragraph: துணை அமைப்பாளர்கள்: (1) அ.கெளதம், 12, அம்பேத்கர் தெரு, முதுகரை, புது மாம்பாக்கம், மதுராந்தகம். (2) து.துபிமுரசன், 34, குடியிருப்பு தெரு, முதுகரை, புது மாம்பாக்கம், மதுராந்தகம். (3) மா.சக்திவேல், 14, குடியிருப்பு தெரு, முதுகரை, புது மாம்பாக்கம், மதுராந்தகம். — [783, 508, 1122, 582]
organiser-paragraph: அமைப்பாளர்: க.சிலம்பரசன், 129, மாரியம்மன் கோயில் தெரு, அவுரிமேடு, மதுராந்தகம். — [68, 489, 407, 517]
organiser-paragraph: அமைப்பாளர்: ம.அஜித்குமார், 9, குடியிருப்புத் தெரு, ஒழவெட்டி, ஜமீன் எண்டத்தூர், மதுராந்தகம். — [425, 1219, 764, 1247]
role-label: பாகம் – 250 : — [425, 1424, 513, 1436]
role-label: அமைப்பாளர்: — [68, 1564, 137, 1576]
organiser-paragraph: பாகம் – 226 : ப.சுந்தரமூர்த்தி, 25, குளக்கரைத் தெரு, சிறுநல்லூர், மதுராந்தகம். — [783, 609, 1122, 637]
role-label: பாகம் – 228 : — [783, 644, 870, 656]
role-label: அமைப்பாளர்: — [783, 999, 852, 1011]
role-label: பாகம் – 233 : — [1141, 681, 1241, 693]
organiser-paragraph: துணை அமைப்பாளர்கள்: (1) கி.ராமச்சந்திரன், 4, 12–வது தெரு, அவுரிமேடு, மதுராந்தகம். (2) ச.பிரவின்குமார், 7, 10–வது தெரு, அவுரிமேடு, மதுராந்தகம். (3) பா.மணிகண்டன், 1, மாரியம்மன் கோயில் தெரு, அவுரிமேடு, மதுராந்தகம். — [68, 653, 407, 711]
panchayat-banner: வேட்டூர் ஊராட்சி — [1199, 1479, 1422, 1502]
role-label: அமைப்பாளர்: — [1141, 1160, 1210, 1172]
branch-heading: வில்வராயநல்லூர் கிளை — [1232, 1280, 1388, 1296]
organiser-paragraph: அமைப்பாளர்: தே.யுவராஜ், 17, பிரதான சாலை, வில்வராய நல்லூர், புதுமாம்பாக்கம், மதுராந்தகம். — [1141, 1160, 1480, 1187]
branch-heading: முதுகரை ஆதிதிராவிடர் குடியிருப்பு கிளை — [817, 449, 1089, 465]
role-label: அமைப்பாளர்: — [783, 1349, 852, 1362]
organiser-paragraph: பாகம் – 223 : க.கார்த்தி, 73, பிரதான சாலை, வில்வராய நல்லூர், மதுராந்தகம். — [1141, 1440, 1480, 1467]
role-label: அமைப்பாளர்: — [1141, 1304, 1210, 1316]
